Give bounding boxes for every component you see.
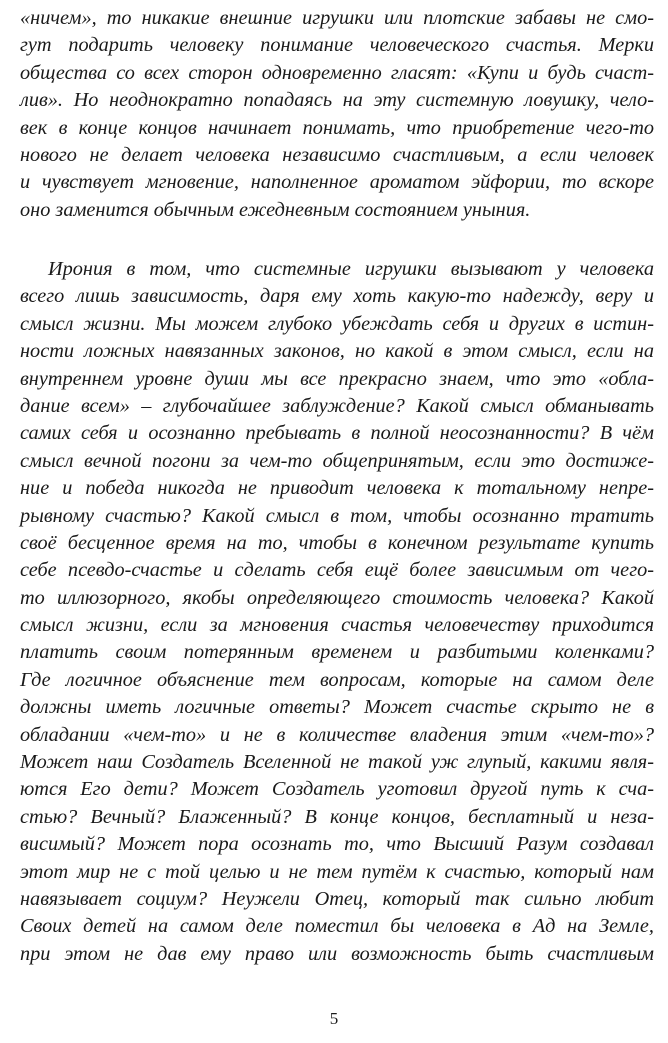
text-line: самих себя и осознанно пребывать в полной неосознанности? В чём (20, 422, 654, 445)
text-line: то иллюзорного, якобы определяющего стоимость человека? Какой (20, 586, 654, 609)
text-line: лив». Но неоднократно попадаясь на эту системную ловушку, чело- (20, 89, 654, 112)
text-line: обладании «чем-то» и не в количестве владения этим «чем-то»? (20, 723, 654, 746)
text-line: век в конце концов начинает понимать, что приобретение чего-то (20, 116, 654, 139)
text-line: себе псевдо-счастье и сделать себя ещё более зависимым от чего- (20, 559, 654, 582)
text-line: оно заменится обычным ежедневным состоянием уныния. (20, 198, 531, 221)
text-line: стью? Вечный? Блаженный? В конце концов, бесплатный и неза- (20, 805, 654, 828)
text-line: всего лишь зависимость, даря ему хоть какую-то надежду, веру и (20, 285, 654, 308)
text-line: этот мир не с той целью и не тем путём к счастью, который нам (20, 860, 654, 883)
text-line: своё бесценное время на то, чтобы в конечном результате купить (20, 531, 654, 554)
text-line: висимый? Может пора осознать то, что Высший Разум создавал (20, 833, 654, 856)
text-line: должны иметь логичные ответы? Может счастье скрыто не в (20, 696, 654, 719)
text-line: платить своим потерянным временем и разбитыми коленками? (20, 641, 654, 664)
text-line: внутреннем уровне души мы все прекрасно знаем, что это «обла- (20, 367, 654, 390)
text-line: дание всем» – глубочайшее заблуждение? Какой смысл обманывать (20, 394, 654, 417)
text-line: ются Его дети? Может Создатель уготовил другой путь к сча- (20, 778, 654, 801)
text-line: «ничем», то никакие внешние игрушки или плотские забавы не смо- (20, 7, 654, 29)
text-line: смысл жизни. Мы можем глубоко убеждать себя и других в истин- (20, 312, 654, 335)
text-line: Своих детей на самом деле поместил бы человека в Ад на Земле, (20, 915, 654, 938)
text-line: Ирония в том, что системные игрушки вызывают у человека (48, 258, 654, 280)
paragraph-1 (20, 5, 654, 224)
paragraph-2 (20, 256, 654, 968)
text-line: и чувствует мгновение, наполненное ароматом эйфории, то вскоре (20, 171, 654, 194)
text-line: Где логичное объяснение тем вопросам, которые на самом деле (20, 668, 654, 691)
text-line: смысл вечной погони за чем-то общепринятым, если это достиже- (20, 449, 654, 472)
text-line: рывному счастью? Какой смысл в том, чтобы осознанно тратить (20, 504, 654, 527)
text-line: смысл жизни, если за мгновения счастья человечеству приходится (20, 614, 654, 637)
page-number: 5 (329, 1009, 339, 1028)
text-line: навязывает социум? Неужели Отец, который так сильно любит (20, 887, 654, 910)
text-line: ние и победа никогда не приводит человека к тотальному непре- (20, 477, 654, 500)
text-line: Может наш Создатель Вселенной не такой уж глупый, какими явля- (20, 751, 654, 774)
text-line: нового не делает человека независимо счастливым, а если человек (20, 143, 654, 166)
text-line: при этом не дав ему право или возможность быть счастливым (20, 942, 654, 965)
text-line: ности ложных навязанных законов, но какой в этом смысл, если на (20, 340, 654, 363)
text-line: общества со всех сторон одновременно гласят: «Купи и будь счаст- (20, 61, 654, 84)
text-line: гут подарить человеку понимание человеческого счастья. Мерки (20, 34, 654, 57)
